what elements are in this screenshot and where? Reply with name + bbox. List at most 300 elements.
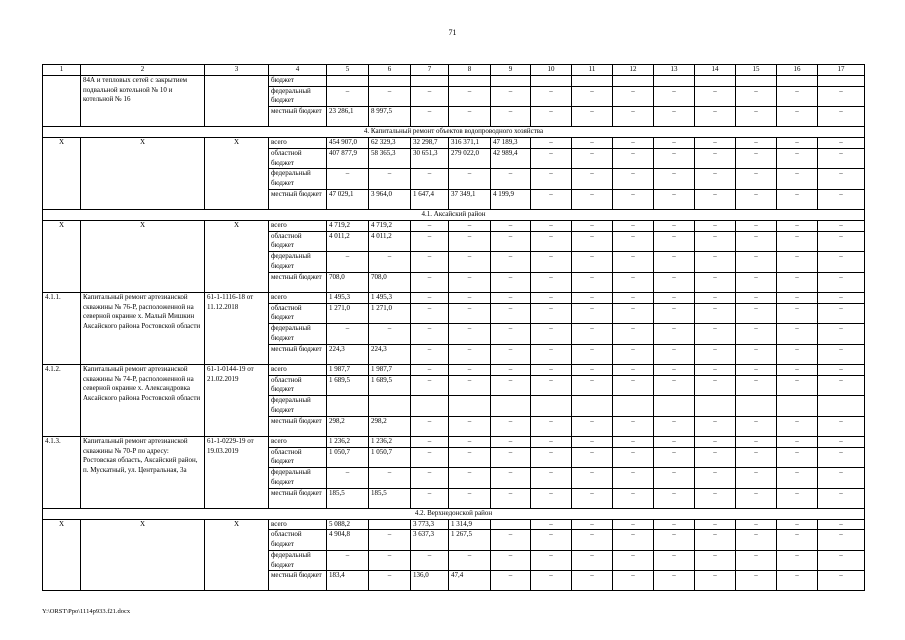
column-header: 11 [572, 65, 613, 76]
table-cell: – [777, 488, 818, 508]
table-cell: – [736, 292, 777, 303]
table-cell: – [411, 107, 449, 127]
table-cell: 183,4 [327, 571, 369, 591]
table-cell: – [411, 220, 449, 231]
table-cell: – [736, 344, 777, 364]
table-cell: – [654, 488, 695, 508]
table-cell: – [327, 169, 369, 190]
table-cell: 454 907,0 [327, 137, 369, 148]
table-cell: – [736, 107, 777, 127]
table-cell: – [736, 416, 777, 436]
table-cell: – [411, 86, 449, 107]
table-cell: – [572, 303, 613, 324]
table-cell: – [531, 447, 572, 468]
column-header: 6 [369, 65, 411, 76]
table-cell [327, 396, 369, 417]
column-header: 2 [81, 65, 205, 76]
table-cell: – [777, 344, 818, 364]
table-cell: – [654, 303, 695, 324]
table-cell: 185,5 [327, 488, 369, 508]
table-cell: 4 904,8 [327, 530, 369, 551]
table-cell: – [736, 447, 777, 468]
table-cell: – [695, 550, 736, 571]
section-title: 4. Капитальный ремонт объектов водопроводного хозяйства [43, 127, 865, 138]
table-cell: – [572, 519, 613, 530]
table-cell: – [531, 436, 572, 447]
table-cell: 37 349,1 [449, 189, 491, 209]
table-cell: – [654, 571, 695, 591]
table-cell: – [449, 107, 491, 127]
table-cell: 1 495,3 [369, 292, 411, 303]
table-cell [411, 75, 449, 86]
table-cell: – [818, 364, 865, 375]
table-cell: 1 495,3 [327, 292, 369, 303]
table-cell: 1 987,7 [327, 364, 369, 375]
table-cell: – [531, 324, 572, 345]
table-cell [736, 75, 777, 86]
table-cell: – [695, 148, 736, 169]
table-cell: – [491, 86, 531, 107]
table-cell: – [654, 169, 695, 190]
table-cell: – [572, 137, 613, 148]
column-header: 17 [818, 65, 865, 76]
table-cell: – [818, 231, 865, 252]
table-cell: – [695, 189, 736, 209]
table-cell: – [491, 231, 531, 252]
table-cell: – [531, 571, 572, 591]
table-cell: 316 371,1 [449, 137, 491, 148]
table-cell: – [572, 344, 613, 364]
table-cell: 30 651,3 [411, 148, 449, 169]
table-cell: – [531, 488, 572, 508]
table-cell: – [818, 344, 865, 364]
table-cell: – [327, 550, 369, 571]
table-cell: – [818, 169, 865, 190]
table-cell: – [411, 344, 449, 364]
column-header: 10 [531, 65, 572, 76]
table-cell: – [818, 220, 865, 231]
table-cell: – [695, 571, 736, 591]
table-cell: – [777, 550, 818, 571]
table-cell: – [572, 220, 613, 231]
table-cell: – [572, 488, 613, 508]
table-cell: – [327, 468, 369, 489]
table-cell: 185,5 [369, 488, 411, 508]
table-cell: 23 286,1 [327, 107, 369, 127]
table-cell [43, 75, 81, 126]
table-cell: Х [205, 519, 269, 591]
table-cell: – [736, 220, 777, 231]
table-cell: – [777, 189, 818, 209]
table-row [43, 508, 865, 519]
table-cell [818, 396, 865, 417]
table-cell: – [491, 488, 531, 508]
table-cell: 1 987,7 [369, 364, 411, 375]
column-header: 8 [449, 65, 491, 76]
table-cell: – [654, 519, 695, 530]
table-cell: – [818, 252, 865, 273]
table-cell [491, 519, 531, 530]
table-cell: – [654, 344, 695, 364]
table-cell: – [411, 436, 449, 447]
table-cell: – [411, 550, 449, 571]
table-cell: – [572, 416, 613, 436]
page-number: 71 [448, 28, 457, 37]
table-cell: – [491, 468, 531, 489]
table-cell: – [613, 189, 654, 209]
table-cell: – [818, 303, 865, 324]
table-cell: – [572, 324, 613, 345]
column-header: 5 [327, 65, 369, 76]
table-cell: местный бюджет [269, 107, 327, 127]
table-cell: – [736, 436, 777, 447]
table-cell: – [572, 252, 613, 273]
table-cell: всего [269, 220, 327, 231]
table-cell: – [777, 220, 818, 231]
column-header: 12 [613, 65, 654, 76]
table-cell: – [491, 436, 531, 447]
table-cell: – [695, 107, 736, 127]
table-cell: – [695, 220, 736, 231]
table-cell: – [654, 436, 695, 447]
table-cell [736, 396, 777, 417]
column-header: 7 [411, 65, 449, 76]
table-cell: – [572, 189, 613, 209]
table-cell: 4 011,2 [369, 231, 411, 252]
table-cell: – [613, 571, 654, 591]
table-cell: – [411, 364, 449, 375]
table-cell: – [449, 488, 491, 508]
table-cell: – [695, 375, 736, 396]
table-cell: – [695, 86, 736, 107]
table-cell: – [491, 272, 531, 292]
table-cell: – [491, 169, 531, 190]
table-cell [491, 75, 531, 86]
table-cell: – [572, 292, 613, 303]
table-cell: местный бюджет [269, 189, 327, 209]
table-cell: – [613, 169, 654, 190]
table-cell: – [369, 571, 411, 591]
table-cell: областной бюджет [269, 530, 327, 551]
table-cell: – [572, 530, 613, 551]
table-cell: – [654, 252, 695, 273]
table-cell: – [411, 468, 449, 489]
column-header: 9 [491, 65, 531, 76]
table-cell: – [449, 550, 491, 571]
table-cell: Х [81, 519, 205, 591]
table-cell: Х [43, 519, 81, 591]
table-cell: – [818, 488, 865, 508]
table-cell: – [777, 272, 818, 292]
table-cell: 1 314,9 [449, 519, 491, 530]
table-cell: – [777, 303, 818, 324]
table-cell: – [654, 189, 695, 209]
table-cell: – [449, 272, 491, 292]
column-header: 3 [205, 65, 269, 76]
section-title: 4.2. Верхнедонской район [43, 508, 865, 519]
table-cell: – [777, 468, 818, 489]
table-cell: – [654, 375, 695, 396]
table-cell [613, 75, 654, 86]
table-cell: – [777, 571, 818, 591]
table-cell: – [654, 468, 695, 489]
table-cell: – [449, 303, 491, 324]
table-cell: – [777, 231, 818, 252]
table-cell: местный бюджет [269, 344, 327, 364]
table-cell: – [491, 252, 531, 273]
table-cell: – [695, 169, 736, 190]
table-cell: – [654, 416, 695, 436]
table-cell: – [613, 519, 654, 530]
table-cell: – [654, 324, 695, 345]
table-cell: – [531, 148, 572, 169]
table-cell: – [777, 107, 818, 127]
table-cell: – [531, 292, 572, 303]
table-cell: – [818, 86, 865, 107]
table-cell: – [777, 169, 818, 190]
table-cell: – [818, 324, 865, 345]
table-cell: 4 719,2 [369, 220, 411, 231]
table-cell: – [491, 571, 531, 591]
table-cell: областной бюджет [269, 447, 327, 468]
table-cell: – [531, 519, 572, 530]
table-cell: – [531, 375, 572, 396]
table-cell: – [777, 364, 818, 375]
table-cell: 58 365,3 [369, 148, 411, 169]
table-cell: 1 050,7 [369, 447, 411, 468]
table-cell: – [491, 550, 531, 571]
table-cell: – [613, 252, 654, 273]
table-cell: – [818, 375, 865, 396]
table-cell: – [777, 375, 818, 396]
table-cell: – [613, 550, 654, 571]
table-cell: – [695, 364, 736, 375]
table-cell: – [613, 231, 654, 252]
item-number: 4.1.3. [43, 436, 81, 508]
table-cell: Х [205, 137, 269, 209]
table-cell: – [777, 519, 818, 530]
table-cell: – [531, 169, 572, 190]
table-cell: 47,4 [449, 571, 491, 591]
table-cell: – [818, 272, 865, 292]
table-cell: – [449, 324, 491, 345]
table-cell [818, 75, 865, 86]
table-cell: – [411, 169, 449, 190]
table-cell: – [491, 416, 531, 436]
table-cell: – [369, 169, 411, 190]
table-cell [572, 75, 613, 86]
table-cell: областной бюджет [269, 375, 327, 396]
table-cell: – [572, 571, 613, 591]
table-cell [531, 75, 572, 86]
table-cell: – [613, 137, 654, 148]
header-row [43, 65, 865, 76]
table-cell: – [818, 107, 865, 127]
table-cell: – [818, 137, 865, 148]
table-cell: 1 236,2 [369, 436, 411, 447]
table-cell: – [531, 530, 572, 551]
table-cell: – [695, 530, 736, 551]
table-cell: – [736, 550, 777, 571]
table-cell [613, 396, 654, 417]
table-cell: – [613, 436, 654, 447]
table-cell [449, 396, 491, 417]
item-number: 4.1.2. [43, 364, 81, 436]
table-cell: – [411, 324, 449, 345]
table-cell: – [818, 571, 865, 591]
object-name: Капитальный ремонт артезианской скважины № 74-Р, расположенной на северной окраине х. Александровка Аксайского района Ростовской области [81, 364, 205, 436]
table-row [43, 220, 865, 231]
table-cell: – [411, 375, 449, 396]
table-row [43, 436, 865, 447]
table-cell: – [531, 231, 572, 252]
table-cell: – [327, 252, 369, 273]
document-ref: 61-1-0229-19 от 19.03.2019 [205, 436, 269, 508]
table-cell: – [736, 571, 777, 591]
table-cell: – [818, 447, 865, 468]
table-cell: – [449, 436, 491, 447]
table-cell: – [531, 137, 572, 148]
column-header: 1 [43, 65, 81, 76]
table-cell: Х [43, 137, 81, 209]
table-cell: – [695, 252, 736, 273]
table-cell: – [695, 447, 736, 468]
table-cell: – [695, 303, 736, 324]
footer-path: Y:\ORST\Ppo\1114p933.f21.docx [42, 608, 131, 615]
table-cell: 136,0 [411, 571, 449, 591]
table-cell: – [531, 416, 572, 436]
table-cell: – [654, 447, 695, 468]
table-cell: местный бюджет [269, 416, 327, 436]
table-cell [327, 75, 369, 86]
table-cell: – [818, 292, 865, 303]
table-cell: – [736, 86, 777, 107]
table-cell: – [449, 231, 491, 252]
table-cell: – [777, 137, 818, 148]
table-cell: – [613, 364, 654, 375]
table-cell: – [491, 107, 531, 127]
table-cell [531, 396, 572, 417]
table-row [43, 137, 865, 148]
table-cell: федеральный бюджет [269, 550, 327, 571]
table-cell: – [695, 468, 736, 489]
table-cell: – [818, 550, 865, 571]
table-cell: всего [269, 364, 327, 375]
table-cell: – [736, 468, 777, 489]
table-cell: Х [43, 220, 81, 292]
table-cell: – [654, 148, 695, 169]
table-cell: – [531, 107, 572, 127]
table-cell: – [449, 375, 491, 396]
table-cell: 62 329,3 [369, 137, 411, 148]
table-cell: – [327, 86, 369, 107]
table-cell: местный бюджет [269, 272, 327, 292]
table-cell: – [449, 292, 491, 303]
table-cell: федеральный бюджет [269, 324, 327, 345]
table-cell: – [491, 303, 531, 324]
table-cell: – [531, 364, 572, 375]
table-cell: – [369, 324, 411, 345]
table-cell: 3 637,3 [411, 530, 449, 551]
table-cell: – [449, 169, 491, 190]
table-cell: 42 989,4 [491, 148, 531, 169]
section-title: 4.1. Аксайский район [43, 209, 865, 220]
table-cell: 8 997,5 [369, 107, 411, 127]
table-cell: – [491, 324, 531, 345]
table-cell: – [613, 488, 654, 508]
table-cell: – [695, 272, 736, 292]
table-cell: – [654, 530, 695, 551]
table-cell: – [695, 137, 736, 148]
table-cell: 1 271,0 [369, 303, 411, 324]
table-cell: – [613, 468, 654, 489]
table-cell [654, 396, 695, 417]
table-cell: – [736, 231, 777, 252]
table-cell: – [613, 220, 654, 231]
table-cell: – [654, 272, 695, 292]
table-cell: – [572, 364, 613, 375]
table-cell [777, 75, 818, 86]
table-cell: – [613, 272, 654, 292]
table-cell: – [818, 519, 865, 530]
table-cell: – [449, 447, 491, 468]
table-cell: – [736, 303, 777, 324]
table-cell: – [736, 272, 777, 292]
table-cell [695, 396, 736, 417]
document-ref: 61-1-1116-18 от 11.12.2018 [205, 292, 269, 364]
table-cell: 4 719,2 [327, 220, 369, 231]
table-row [43, 292, 865, 303]
table-cell: – [491, 530, 531, 551]
table-cell: – [613, 148, 654, 169]
table-cell [654, 75, 695, 86]
table-cell: – [613, 292, 654, 303]
table-cell: местный бюджет [269, 488, 327, 508]
table-cell [777, 396, 818, 417]
table-cell: 708,0 [327, 272, 369, 292]
table-cell: всего [269, 292, 327, 303]
table-cell: – [695, 324, 736, 345]
table-cell: – [613, 107, 654, 127]
table-cell: – [736, 519, 777, 530]
table-cell: – [411, 292, 449, 303]
table-cell: 1 647,4 [411, 189, 449, 209]
table-cell: – [572, 375, 613, 396]
table-cell: Х [205, 220, 269, 292]
table-cell: – [736, 137, 777, 148]
table-cell: – [531, 344, 572, 364]
table-cell [369, 396, 411, 417]
table-cell: областной бюджет [269, 303, 327, 324]
table-cell: 298,2 [369, 416, 411, 436]
table-cell: – [572, 468, 613, 489]
item-number: 4.1.1. [43, 292, 81, 364]
table-cell [369, 75, 411, 86]
table-cell: – [818, 530, 865, 551]
table-cell: – [736, 169, 777, 190]
table-cell: – [572, 447, 613, 468]
table-cell: местный бюджет [269, 571, 327, 591]
object-name: 84А и тепловых сетей с закрытием подвальной котельной № 10 и котельной № 16 [81, 75, 205, 126]
table-cell: – [572, 86, 613, 107]
table-cell: – [572, 148, 613, 169]
column-header: 15 [736, 65, 777, 76]
table-cell: – [777, 436, 818, 447]
table-cell: – [613, 375, 654, 396]
table-cell: федеральный бюджет [269, 396, 327, 417]
table-cell: – [695, 231, 736, 252]
table-cell: – [531, 303, 572, 324]
